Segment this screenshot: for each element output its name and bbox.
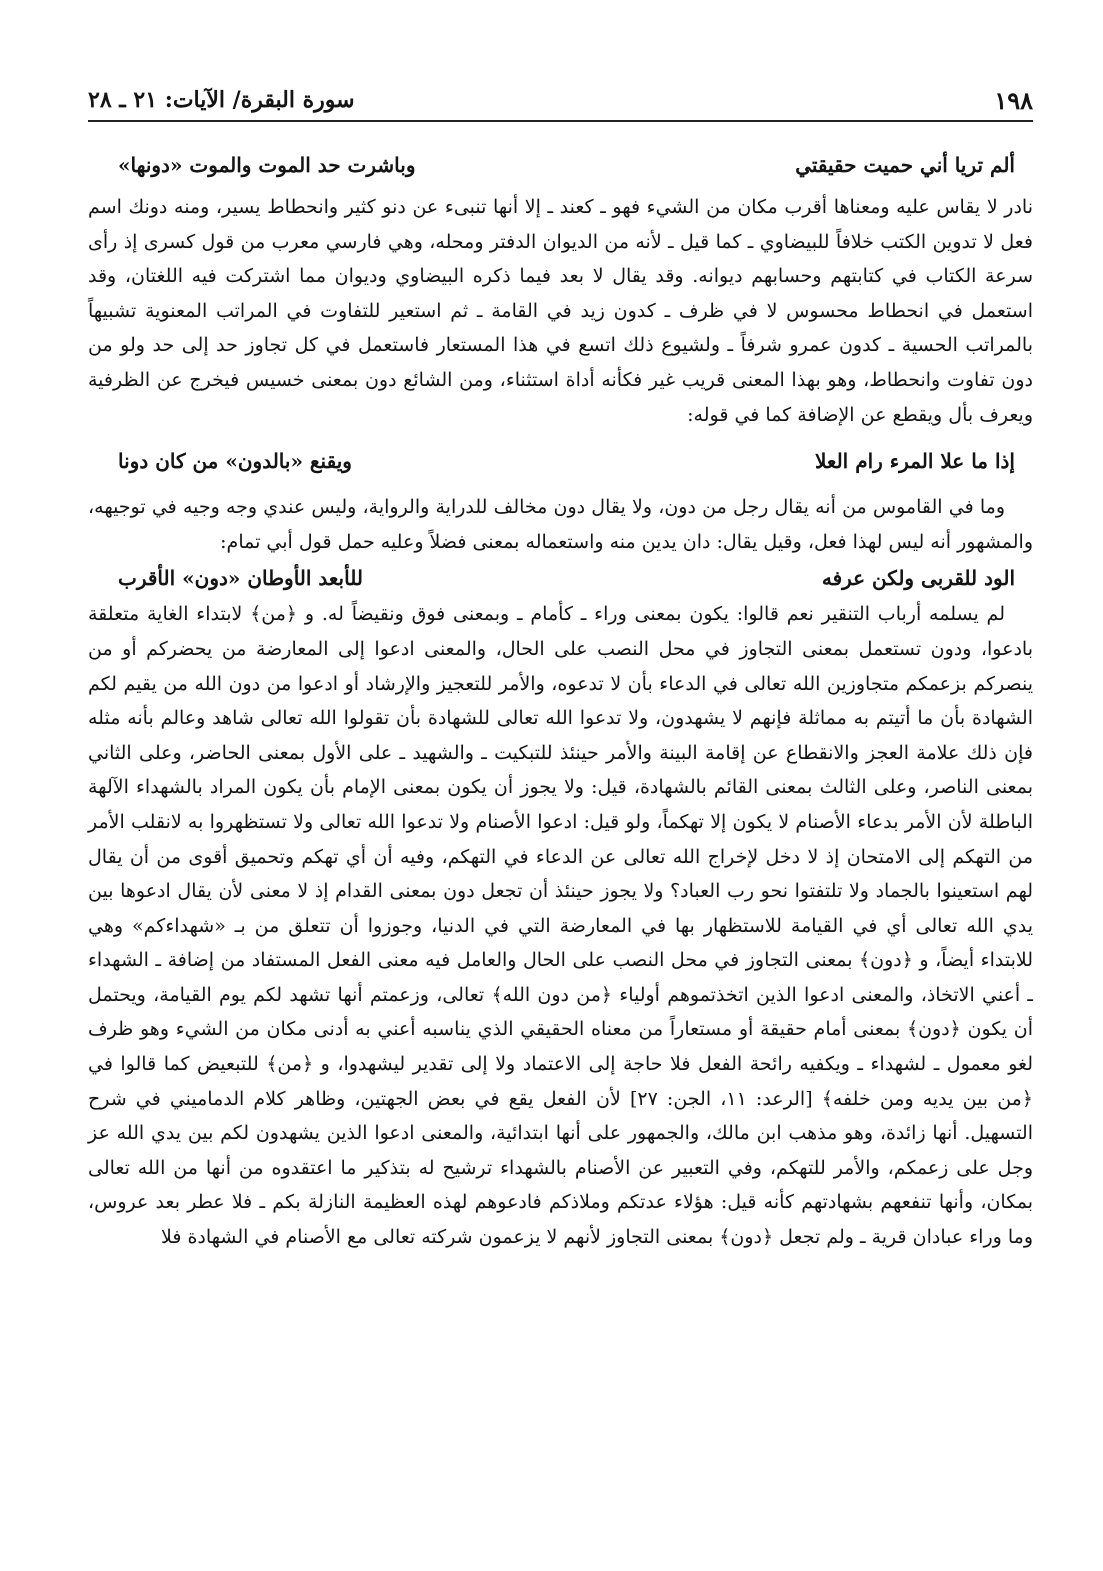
verse-first-hemistich: ألم تريا أني حميت حقيقتي [795, 152, 1015, 177]
verse-first-hemistich: إذا ما علا المرء رام العلا [815, 448, 1015, 473]
page-number: ١٩٨ [994, 85, 1033, 115]
verse-second-hemistich: ويقنع «بالدون» من كان دونا [118, 448, 352, 473]
running-header [88, 80, 1033, 122]
running-title: سورة البقرة/ الآيات: ٢١ ـ ٢٨ [88, 87, 355, 113]
poetry-verse [88, 140, 1033, 190]
verse-second-hemistich: وباشرت حد الموت والموت «دونها» [118, 152, 416, 177]
poetry-verse [88, 432, 1033, 490]
paragraph: لم يسلمه أرباب التنقير نعم قالوا: يكون بمعنى وراء ـ كأمام ـ وبمعنى فوق ونقيضاً له. و ﴿من﴾ لابتداء الغاية متعلقة بادعوا، ودون تستعمل بمعنى التجاوز في محل النصب على الحال، والمعنى ادعوا إلى المعارضة من يحضركم أو من ينصركم بزعمكم متجاوزين الله تعالى في الدعاء بأن لا تدعوه، والأمر للتعجيز والإرشاد أو ادعوا من دون الله من يقيم لكم الشهادة بأن ما أتيتم به مماثلة فإنهم لا يشهدون، ولا تدعوا الله تعالى للشهادة بأن تقولوا الله تعالى شاهد وعالم بأنه مثله فإن ذلك علامة العجز والانقطاع عن إقامة البينة والأمر حينئذ للتبكيت ـ والشهيد ـ على الأول بمعنى الحاضر، وعلى الثاني بمعنى الناصر، وعلى الثالث بمعنى القائم بالشهادة، قيل: ولا يجوز أن يكون بمعنى الإمام بأن يكون المراد بالشهداء الآلهة الباطلة لأن الأمر بدعاء الأصنام لا يكون إلا تهكماً، ولو قيل: ادعوا الأصنام ولا تدعوا الله تعالى ولا تستظهروا به لانقلب الأمر من التهكم إلى الامتحان إذ لا دخل لإخراج الله تعالى عن الدعاء في التهكم، وفيه أن أي تهكم وتحميق أقوى من أن يقال لهم استعينوا بالجماد ولا تلتفتوا نحو رب العباد؟ ولا يجوز حينئذ أن تجعل دون بمعنى القدام إذ لا معنى لأن يقال ادعوها بين يدي الله تعالى أي في القيامة للاستظهار بها في المعارضة التي في الدنيا، وجوزوا أن تتعلق من بـ «شهداءكم» وهي للابتداء أيضاً، و ﴿دون﴾ بمعنى التجاوز في محل النصب على الحال والعامل فيه معنى الفعل المستفاد من إضافة ـ الشهداء ـ أعني الاتخاذ، والمعنى ادعوا الذين اتخذتموهم أولياء ﴿من دون الله﴾ تعالى، وزعمتم أنها تشهد لكم يوم القيامة، ويحتمل أن يكون ﴿دون﴾ بمعنى أمام حقيقة أو مستعاراً من معناه الحقيقي الذي يناسبه أعني به أدنى مكان من الشيء وهو ظرف لغو معمول ـ لشهداء ـ ويكفيه رائحة الفعل فلا حاجة إلى الاعتماد ولا إلى تقدير ليشهدوا، و ﴿من﴾ للتبعيض كما قالوا في ﴿من بين يديه ومن خلفه﴾ [الرعد: ١١، الجن: ٢٧] لأن الفعل يقع في بعض الجهتين، وظاهر كلام الدماميني في شرح التسهيل. أنها زائدة، وهو مذهب ابن مالك، والجمهور على أنها ابتدائية، والمعنى ادعوا الذين يشهدون لكم بين يدي الله عز وجل على زعمكم، والأمر للتهكم، وفي التعبير عن الأصنام بالشهداء ترشيح له بتذكير ما اعتقدوه من أنها من الله تعالى بمكان، وأنها تنفعهم بشهادتهم كأنه قيل: هؤلاء عدتكم وملاذكم فادعوهم لهذه العظيمة النازلة بكم ـ فلا عطر بعد عروس، وما وراء عبادان قرية ـ ولم تجعل ﴿دون﴾ بمعنى التجاوز لأنهم لا يزعمون شركته تعالى مع الأصنام في الشهادة فلا [88, 603, 1033, 1249]
body-text [88, 140, 1033, 1255]
verse-first-hemistich: الود للقربى ولكن عرفه [821, 566, 1015, 591]
poetry-verse [88, 559, 1033, 597]
paragraph: نادر لا يقاس عليه ومعناها أقرب مكان من الشيء فهو ـ كعند ـ إلا أنها تنبىء عن دنو كثير وانحطاط يسير، ومنه دونك اسم فعل لا تدوين الكتب خلافاً للبيضاوي ـ كما قيل ـ لأنه من الديوان الدفتر ومحله، وهي فارسي معرب من قول كسرى إذ رأى سرعة الكتاب في كتابتهم وحسابهم ديوانه. وقد يقال لا بعد فيما ذكره البيضاوي وديوان مما اشتركت فيه اللغتان، وقد استعمل في انحطاط محسوس لا في ظرف ـ كدون زيد في القامة ـ ثم استعير للتفاوت في المراتب المعنوية تشبيهاً بالمراتب الحسية ـ كدون عمرو شرفاً ـ ولشيوع ذلك اتسع في هذا المستعار فاستعمل في كل تجاوز حد إلى حد ولو من دون تفاوت وانحطاط، وهو بهذا المعنى قريب غير فكأنه أداة استثناء، ومن الشائع دون بمعنى خسيس فيخرج عن الظرفية ويعرف بأل ويقطع عن الإضافة كما في قوله: [88, 196, 1033, 426]
verse-second-hemistich: للأبعد الأوطان «دون» الأقرب [118, 566, 363, 591]
paragraph: وما في القاموس من أنه يقال رجل من دون، ولا يقال دون مخالف للدراية والرواية، وليس عندي وجه وجيه في توجيهه، والمشهور أنه ليس لهذا فعل، وقيل يقال: دان يدين منه واستعماله بمعنى فضلاً وعليه حمل قول أبي تمام: [88, 496, 1033, 553]
